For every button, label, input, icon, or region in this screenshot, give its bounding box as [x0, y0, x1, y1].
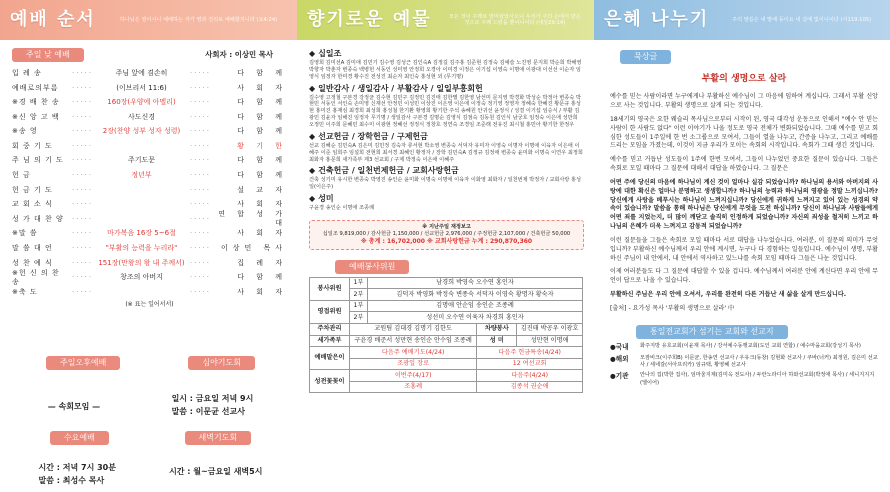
worship-order-body	[0, 40, 297, 308]
offering-section-title: ◆ 십일조	[309, 49, 584, 59]
offering-section-names: 김수영 고정철 구본경 강정균 김수현 김민구 김정민 김진태 김한별 김한영 남선미 문지영 박경화 박성순 박정아 변종숙 박현민 서동인 서인숙 손미영 신재선 안정민 이성민 이상진 이은영 이은애 이정숙 정기영 정영자 정혜숙 한혜진 황문규 홍성현 홍미진 홍재심 최경희 최성희 홍성철 한기환 황영희 황기한 주석 송혜원 안귀선 윤정식 / 성결 이기섭 임승식 / 부활 김광민 김윤자 임해진 임정자 무기명 / 생일감사 구본경 김명순 김영식 김점숙 김동원 김인식 남궁호 임정숙 이은애 성만희 오정민 이주희 문혜민 최수미 이광현 정혜선 정정식 정창호 정연숙 조경임 조준래 전유진 최시철 홍민아 황기한 한정우	[309, 94, 581, 129]
mission-places: 화주지방 유호교회(이윤재 목사) / 강서예수동행교회(도인 교회 연합) / 예수마을교회(강성기 목사)	[640, 342, 861, 349]
worship-order-row	[12, 66, 287, 81]
finance-report-title: ※ 지난주일 재정보고	[422, 224, 471, 231]
night-prayer-info	[172, 394, 254, 417]
services-row-2	[12, 431, 289, 445]
meditation-text	[610, 93, 878, 313]
worship-item-label: 말 씀 대 언	[12, 244, 53, 253]
table-cell: 다음주 헌금특송(4/24)	[477, 347, 583, 359]
worship-item-leader: 사 회 자	[237, 83, 287, 92]
leader-dots: ·····	[189, 141, 211, 150]
wednesday-worship-speaker: 말씀 : 최성수 목사	[38, 476, 105, 485]
table-cell: 세가족부	[310, 335, 350, 347]
leader-dots: ·····	[72, 156, 94, 165]
offering-section-title: ◆ 건축헌금 / 일천번제헌금 / 교회사랑헌금	[309, 166, 584, 176]
volunteers-table	[309, 277, 583, 394]
worship-item-leader: 다 함 께	[237, 68, 287, 77]
night-prayer-speaker: 말씀 : 이문균 선교사	[171, 407, 245, 416]
mission-category: ●기관	[610, 372, 629, 381]
worship-item-leader: 다 함 께	[237, 112, 287, 121]
worship-item-leader: 다 함 께	[237, 273, 287, 282]
table-cell: 1부	[350, 300, 368, 312]
worship-item-label: 예배로의부름	[12, 83, 59, 92]
table-cell: 주차관리	[310, 323, 350, 335]
leader-dots: ·····	[189, 98, 211, 107]
table-cell: 12 여선교회	[477, 358, 583, 370]
leader-dots: ·····	[189, 200, 211, 209]
worship-item-leader: 설 교 자	[237, 185, 287, 194]
table-cell: 남경희 박영숙 오수연 홍인자	[368, 277, 583, 289]
table-cell: 성 미	[477, 335, 517, 347]
worship-item-leader: 사 회 자	[237, 200, 287, 209]
offerings-body	[297, 40, 594, 393]
leader-dots: ·····	[189, 229, 211, 238]
mission-label: 통일전교회가 섬기는 교회와 선교지	[636, 325, 788, 339]
leader-dots: ·····	[72, 68, 94, 77]
offerings-column	[297, 0, 594, 492]
finance-report-totals: ※ 총계 : 16,702,000 ※ 교회사랑헌금 누계 : 290,870,360	[360, 238, 533, 246]
offering-section-names: 건축 성기미 유시한 변종숙 박영진 송인순 윤미화 이명숙 이명애 이육자 이화영 최화자 / 일천번제 박정자 / 교회사랑 홍성일(이은주)	[309, 177, 582, 191]
leader-dots: ·····	[189, 287, 211, 296]
night-prayer-time: 일시 : 금요일 저녁 9시	[171, 394, 254, 403]
sharing-verse: 주의 말씀은 내 발에 등이요 내 길에 빛이니이다 (시119:105)	[732, 16, 872, 23]
worship-item-label: 성 가 대 찬 양	[12, 214, 64, 223]
table-cell: 봉사위원	[310, 277, 350, 300]
standing-note: (※ 표는 일어서서)	[125, 300, 174, 308]
mission-row	[610, 343, 878, 353]
wednesday-worship-info	[39, 463, 116, 486]
mission-row	[610, 372, 878, 388]
meditation-paragraph: 이제 여러분들도 다 그 질문에 대답할 수 있을 겁니다. 예수님께서 여러분 안에 계신다면 우리 안에 무언이 답으로 나올 수 있습니다.	[610, 268, 878, 285]
worship-item-leader: 다 함 께	[237, 156, 287, 165]
services-info-2	[12, 463, 289, 486]
sharing-header	[594, 0, 890, 40]
worship-order-header	[0, 0, 297, 40]
night-prayer-label: 심야기도회	[188, 356, 255, 370]
mission-category: ●국내	[610, 342, 629, 351]
sharing-column	[594, 0, 890, 492]
table-row	[310, 370, 583, 382]
finance-report-line: 십일조 9,819,000 / 감사헌금 1,150,000 / 선교헌금 2,976,000 / 주정헌금 2,107,000 / 건축헌금 50,000	[322, 230, 571, 237]
leader-dots: ·····	[72, 83, 94, 92]
worship-item-label: 주 님 의 기 도	[12, 156, 64, 165]
leader-dots: ·····	[72, 185, 94, 194]
leader-dots: ·····	[189, 171, 211, 180]
worship-item-leader: 집 례 자	[237, 258, 287, 267]
worship-item-label: ※헌 신 의 찬 송	[12, 268, 60, 286]
worship-order-row	[12, 81, 287, 96]
table-row	[310, 277, 583, 289]
table-cell: 다음주(4/24)	[477, 370, 583, 382]
meditation-title: 부활의 생명으로 살라	[701, 74, 787, 84]
leader-dots: ·····	[72, 244, 94, 253]
worship-order-row	[12, 183, 287, 198]
offering-section-title: ◆ 성미	[309, 194, 584, 204]
leader-dots: ·····	[189, 68, 211, 77]
leader-dots: ·····	[72, 171, 94, 180]
worship-item-content: (이브리서 11:6)	[116, 83, 167, 92]
worship-item-label: 입 례 송	[12, 68, 42, 77]
worship-order-title: 예배 순서	[10, 8, 96, 30]
presider: 사회자 : 이상민 목사	[205, 50, 273, 60]
worship-item-label: ※송 영	[12, 127, 38, 136]
table-row	[310, 289, 583, 301]
worship-item-label: ※축 도	[12, 287, 38, 296]
table-cell: 성선미 오수연 이육자 차경희 홍인자	[368, 312, 583, 324]
table-row	[310, 347, 583, 359]
leader-dots: ·····	[189, 112, 211, 121]
worship-item-content: 주님 앞에 겸손히	[115, 68, 168, 77]
worship-item-leader: 연 합 성 가 대	[218, 210, 287, 228]
table-cell: 성만현 이명애	[517, 335, 583, 347]
meditation-paragraph: 어떤 주에 당신의 마음에 하나님이 계신 것이 얼마나 실감 되었습니까? 하나님의 용서와 아버지의 사랑에 대한 확신은 얼마나 분명하고 생생합니까? 하나님의 능력과 하나님의 영광을 정말 느끼십니까? 당신에게 사랑을 베푸시는 하나님이 느껴지십니까? 당신에게 귀하게 느껴지고 있어 있는 성경의 약속이 있습니까? 말씀을 통해 하나님은 당신에게 무엇을 도전 하십니까? 당신이 하나님과 사람들에게 어떤 죄를 지었는지, 더 많이 깨닫고 솔직히 인정하게 되었습니까? 자신의 죄성을 철저히 느끼고 하나님의 은혜가 더욱 느껴지고 감동적 되었습니까?	[610, 178, 878, 231]
worship-item-content: 160장(우양에 아멜리)	[107, 98, 176, 107]
table-row	[310, 381, 583, 393]
worship-item-leader: 사 회 자	[237, 229, 287, 238]
worship-item-label: ※경 배 찬 송	[12, 98, 60, 107]
leader-dots: ·····	[189, 258, 211, 267]
volunteers-label: 예배봉사위원	[335, 260, 409, 274]
leader-dots: ·····	[72, 214, 94, 223]
sharing-title: 은혜 나누기	[604, 8, 710, 30]
meditation-paragraph: 이런 질문들을 그들은 속회로 모일 때마다 서로 대답을 나누었습니다. 여러분, 이 질문의 의미가 무엇입니까? 부활하신 예수님께서 우리 안에 계시면, 누구나 다 경험하는 일들입니다. 예수님이 생명, 부활하신 주님이 내 안에서, 내 안에서 역사하고 있느냐를 속회 모임 때마다 그들은 나눈 것입니다.	[610, 236, 878, 262]
sunday-worship-label: 주일 낮 예배	[12, 48, 84, 62]
meditation-paragraph: 18세기의 영국은 요한 웨슬리 목사님으로부터 시작이 된, 영국 대각성 운동으로 인해서 "예수 안 믿는 사람이 한 사람도 없다" 이런 이야기가 나올 정도로 영국 전체가 변화되었습니다. 그때 예수를 믿고 회심한 성도들이 1주일에 한 번 소그룹으로 모여서, 그들이 열을 나누고, 간증을 나누고, 그리고 예배를 드리는 모임을 가졌는데, 이것이 지금 우리가 모이는 속회의 시작입니다. 속회가 그때 생긴 것입니다.	[610, 115, 878, 150]
worship-item-leader: 다 함 께	[237, 98, 287, 107]
table-cell: 김종석 권순애	[477, 381, 583, 393]
wednesday-worship-label: 수요예배	[50, 431, 109, 445]
dawn-prayer-time: 시간 : 월~금요일 새벽5시	[169, 467, 263, 476]
worship-item-label: 헌 금	[12, 171, 31, 180]
table-cell: 2부	[350, 312, 368, 324]
worship-item-content: 주기도문	[127, 156, 156, 165]
sharing-body	[594, 40, 890, 388]
leader-dots: ·····	[189, 156, 211, 165]
worship-order-column	[0, 0, 297, 492]
leader-dots: ·····	[72, 229, 94, 238]
worship-item-leader: 사 회 자	[237, 287, 287, 296]
leader-dots: ·····	[189, 273, 211, 282]
table-cell: 영접위원	[310, 300, 350, 323]
table-cell: 다음주 예배기도(4/24)	[350, 347, 477, 359]
meditation-label: 묵상글	[620, 50, 671, 64]
offerings-header	[297, 0, 594, 40]
leader-dots: ·····	[189, 244, 211, 253]
mission-places: 모잠비크(이주희B) 이문균, 한송연 선교사 / 우유크(동창) 김현화 선교사 / 쿠바(너커) 최정원, 김은미 선교사 / 세네갈(서아프리카) 임규택, 황영혜 선교사	[640, 354, 878, 369]
worship-item-leader: 다 함 께	[237, 127, 287, 136]
offering-sections	[309, 49, 584, 212]
worship-item-label: 교 회 소 식	[12, 200, 53, 209]
worship-item-leader: 황 기 한	[237, 141, 287, 150]
mission-list	[610, 343, 878, 388]
offering-section-names: 김영희 김미선A 김미애 김민기 김수영 김성근 김인숙A 김정길 김주홍 김준현 김정숙 김예슬 노진영 문지희 박순희 박해영 박향자 박춘자 변종숙 백병헌 서동인 성미영 안정희 오경아 이미경 이정은 이기섭 이영숙 이명애 이광대 이선선 이순자 임영식 임정자 한미경 황수진 전성진 최순자 최인숙 홍성현 외 (무기명)	[309, 60, 582, 80]
table-cell: 조광일 장로	[350, 358, 477, 370]
worship-order-verse: 하나님은 영이시니 예배하는 자가 영과 진리로 예배할지니라 (요4:24)	[119, 16, 278, 23]
meditation-paragraph: 예수를 믿는 사람이라면 누구에게나 부활하신 예수님이 그 마음에 임하여 계십니다. 그래서 부활 신앙으로 사는 것입니다. 부활의 생명으로 살게 되는 것입니다.	[610, 93, 878, 110]
table-cell: 성전꽃꽂이	[310, 370, 350, 393]
table-row	[310, 358, 583, 370]
meditation-paragraph: [출처] - 요가성 목사 '부활의 생명으로 살라' 中	[610, 304, 735, 312]
leader-dots: ·····	[72, 200, 94, 209]
table-cell: 2부	[350, 289, 368, 301]
table-cell: 1부	[350, 277, 368, 289]
worship-order-row	[12, 95, 287, 110]
worship-order-row	[12, 270, 287, 285]
leader-dots: ·····	[72, 258, 94, 267]
table-cell: 구윤경 배준서 성만현 송인순 안수임 조종례	[350, 335, 477, 347]
worship-item-content: 151장(만왕의 왕 내 주께서)	[98, 258, 185, 267]
table-cell: 차량봉사	[477, 323, 517, 335]
worship-item-label: 헌 금 기 도	[12, 185, 53, 194]
table-cell: 김진태 박공우 이광호	[517, 323, 583, 335]
afternoon-worship-label: 주일오후예배	[46, 356, 120, 370]
leader-dots: ·····	[72, 98, 94, 107]
worship-order-row	[12, 285, 287, 300]
table-cell: 이번주(4/17)	[350, 370, 477, 382]
worship-order-row	[12, 154, 287, 169]
table-row	[310, 300, 583, 312]
wednesday-worship-time: 시간 : 저녁 7시 30분	[38, 463, 116, 472]
worship-order-row	[12, 168, 287, 183]
offering-section-title: ◆ 선교헌금 / 장학헌금 / 구제헌금	[309, 132, 584, 142]
worship-item-content: 2장(찬양 성부 성자 성령)	[102, 127, 181, 136]
leader-dots: ·····	[189, 214, 211, 223]
mission-places: 안나의 집(박한 집사), 임마울지제(김미옥 전도사) / 두란노라디아 하와선교회(박정애 목사) / 세니지지지(엘이어)	[640, 372, 875, 386]
offering-section-names: 구윤경 송인순 이명애 조종례	[309, 205, 375, 212]
worship-order-row	[12, 227, 287, 242]
leader-dots: ·····	[189, 127, 211, 136]
sunday-worship-head	[12, 48, 287, 62]
leader-dots: ·····	[72, 141, 94, 150]
leader-dots: ·····	[189, 185, 211, 194]
worship-item-content: 마가복음 16장 5~6절	[107, 229, 176, 238]
mission-category: ●해외	[610, 354, 629, 363]
table-row	[310, 323, 583, 335]
offerings-verse: 모든 것이 주께로 말미암았사오니 우리가 주의 손에서 받은 것으로 주께 드렸을 뿐이니이다 (대상29:14)	[448, 13, 581, 26]
worship-order-row	[12, 124, 287, 139]
worship-order-row	[12, 241, 287, 256]
leader-dots: ·····	[72, 273, 94, 282]
other-services	[12, 356, 289, 486]
meditation-paragraph: 예수를 믿고 거듭난 성도들이 1주에 한번 모여서, 그들이 나누었던 중요한 질문이 있습니다. 그들은 속회로 모일 때마다 그 질문에 대해서 대답을 하였습니다. 그 질문은	[610, 156, 878, 173]
leader-dots: ·····	[72, 112, 94, 121]
worship-item-content: 사도신경	[127, 112, 156, 121]
worship-rows	[12, 66, 287, 300]
worship-order-row	[12, 212, 287, 227]
worship-item-content: "부활의 능력을 누리라"	[105, 244, 178, 253]
worship-item-leader: 다 함 께	[237, 171, 287, 180]
table-cell: 김명애 안순임 송인순 조종례	[368, 300, 583, 312]
worship-item-label: ※말 씀	[12, 229, 38, 238]
table-cell: 조홍례	[350, 381, 477, 393]
worship-item-content: 정년부	[131, 171, 152, 180]
worship-item-label: 회 중 기 도	[12, 141, 53, 150]
services-row-1	[12, 356, 289, 370]
offering-section-title: ◆ 일반감사 / 생일감사 / 부활감사 / 일일부흥회헌	[309, 84, 584, 94]
worship-item-label: 성 찬 예 식	[12, 258, 53, 267]
meditation-paragraph: 부활하신 주님은 우리 안에 오셔서, 우리를 완전히 다른 거듭난 새 삶을 살게 만드십니다.	[610, 290, 847, 298]
table-row	[310, 335, 583, 347]
table-cell: 예배말은이	[310, 347, 350, 370]
leader-dots: ·····	[72, 287, 94, 296]
worship-order-row	[12, 110, 287, 125]
worship-item-label: ※신 앙 고 백	[12, 112, 60, 121]
dawn-prayer-label: 새벽기도회	[185, 431, 252, 445]
leader-dots: ·····	[189, 83, 211, 92]
leader-dots: ·····	[72, 127, 94, 136]
mission-row	[610, 355, 878, 371]
worship-item-leader: 이상민 목사	[220, 244, 287, 253]
afternoon-worship-name: — 속회모임 —	[47, 402, 101, 411]
finance-report	[309, 220, 584, 250]
offerings-title: 향기로운 예물	[307, 8, 432, 30]
worship-order-row	[12, 139, 287, 154]
table-cell: 교원팀 김대경 김명기 김한도	[350, 323, 477, 335]
table-cell: 김덕자 박영화 박정숙 변종숙 서덕자 이영숙 황명자 황숙자	[368, 289, 583, 301]
table-row	[310, 312, 583, 324]
worship-item-content: 창조의 아버지	[120, 273, 163, 282]
services-info-1	[12, 394, 289, 417]
offering-section-names: 선교 김혜순 김민숙A 김은미 김민정 김숙자 류서현 박소영 변종숙 서덕자 유미자 이영숙 이명자 이명애 이육자 이은애 이혜주 이준 임희주 임설희 전현희 최서경 최혜인 황정자 / 장학 김민숙A 김정규 김정애 변종숙 윤미화 이명숙 이연우 최정희 최화자 홍문희 새가족부 제3 선교회 / 구제 박정숙 이은애 이혜주	[309, 142, 583, 163]
